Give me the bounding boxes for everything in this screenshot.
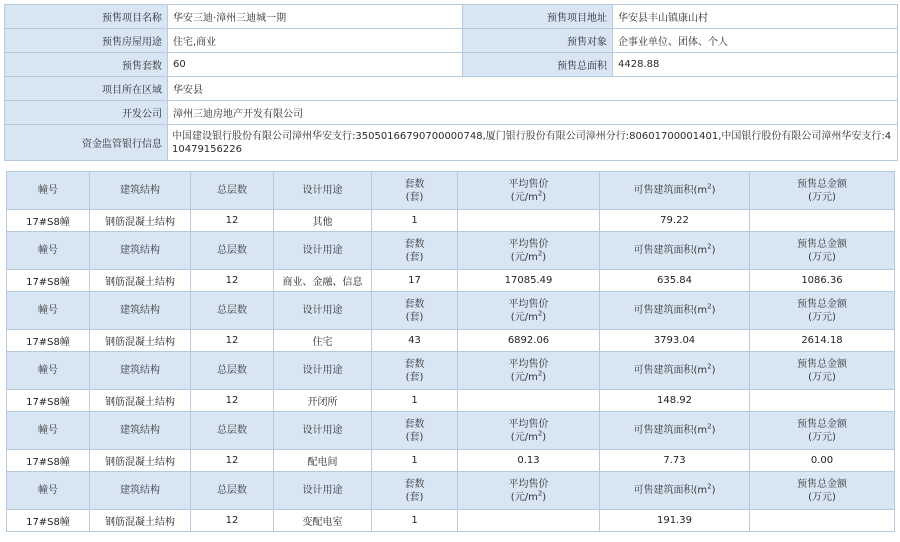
header-sets: [372, 352, 458, 390]
header-total-amount-text: 预售总金额: [797, 178, 847, 190]
header-floors: [191, 472, 274, 510]
header-avg-price: [458, 172, 600, 210]
building-table-row: [7, 330, 895, 352]
header-salable-area-text: 可售建筑面积(m: [633, 485, 708, 496]
header-avg-price-text: 2: [537, 189, 543, 198]
cell-floors: 12: [191, 270, 274, 292]
header-avg-price-text: ): [542, 251, 547, 263]
building-table-row: [7, 450, 895, 472]
header-use: [274, 232, 372, 270]
developer-label: 开发公司: [5, 101, 168, 125]
header-avg-price-text: (元/m: [510, 431, 538, 443]
cell-price: 17085.49: [458, 270, 600, 292]
header-building-text: 幢号: [38, 365, 58, 376]
header-sets-text: (套): [405, 311, 424, 323]
cell-sets: 1: [372, 390, 458, 412]
header-building: [7, 232, 90, 270]
cell-sets: 1: [372, 510, 458, 532]
cell-area: 635.84: [600, 270, 750, 292]
header-sets-text: (套): [405, 431, 424, 443]
header-total-amount-text: 预售总金额: [797, 358, 847, 370]
cell-total: 0.00: [750, 450, 895, 472]
header-total-amount-text: (万元): [808, 431, 836, 443]
header-salable-area-text: ): [711, 485, 716, 496]
header-structure: [90, 472, 191, 510]
cell-total: 2614.18: [750, 330, 895, 352]
header-avg-price-text: 平均售价: [508, 358, 549, 370]
project-address-value: 华安县丰山镇康山村: [613, 5, 898, 29]
header-total-amount-text: (万元): [808, 251, 836, 263]
header-building: [7, 412, 90, 450]
header-avg-price-text: 2: [537, 429, 543, 438]
cell-building: 17#S8幢: [7, 330, 90, 352]
info-row: [5, 101, 898, 125]
header-salable-area-text: ): [711, 245, 716, 256]
header-structure: [90, 172, 191, 210]
cell-price: 0.13: [458, 450, 600, 472]
cell-price: [458, 390, 600, 412]
header-salable-area-text: 可售建筑面积(m: [633, 185, 708, 196]
header-building-text: 幢号: [38, 485, 58, 496]
target-value: 企事业单位、团体、个人: [613, 29, 898, 53]
units-value: 60: [168, 53, 463, 77]
header-total-amount: [750, 172, 895, 210]
header-total-amount: [750, 472, 895, 510]
cell-area: 148.92: [600, 390, 750, 412]
building-table-header-row: [7, 232, 895, 270]
building-table-row: [7, 390, 895, 412]
building-table-header-row: [7, 292, 895, 330]
project-address-label: 预售项目地址: [463, 5, 613, 29]
cell-structure: 钢筋混凝土结构: [90, 330, 191, 352]
header-building: [7, 292, 90, 330]
header-salable-area-text: 2: [707, 242, 712, 251]
cell-building: 17#S8幢: [7, 510, 90, 532]
building-table-header-row: [7, 472, 895, 510]
header-avg-price-text: 2: [537, 369, 543, 378]
cell-building: 17#S8幢: [7, 210, 90, 232]
project-name-value: 华安三迪·漳州三迪城一期: [168, 5, 463, 29]
header-building-text: 幢号: [38, 305, 58, 316]
header-sets-text: 套数: [404, 178, 425, 190]
header-avg-price-text: 2: [537, 309, 543, 318]
cell-total: [750, 510, 895, 532]
cell-area: 79.22: [600, 210, 750, 232]
header-use-text: 设计用途: [302, 485, 343, 496]
header-avg-price-text: (元/m: [510, 491, 538, 503]
header-structure-text: 建筑结构: [120, 185, 160, 196]
header-avg-price-text: 平均售价: [508, 418, 549, 430]
cell-floors: 12: [191, 330, 274, 352]
header-floors: [191, 292, 274, 330]
cell-structure: 钢筋混凝土结构: [90, 450, 191, 472]
header-structure: [90, 352, 191, 390]
header-salable-area-text: 可售建筑面积(m: [633, 425, 708, 436]
header-sets: [372, 292, 458, 330]
header-total-amount-text: 预售总金额: [797, 298, 847, 310]
header-sets-text: (套): [405, 251, 424, 263]
header-building: [7, 352, 90, 390]
cell-sets: 43: [372, 330, 458, 352]
cell-total: [750, 390, 895, 412]
building-sales-table: [6, 171, 895, 532]
header-floors-text: 总层数: [217, 365, 247, 376]
header-salable-area-text: 可售建筑面积(m: [633, 245, 708, 256]
info-row: [5, 29, 898, 53]
header-floors: [191, 232, 274, 270]
header-total-amount: [750, 232, 895, 270]
cell-sets: 17: [372, 270, 458, 292]
header-structure: [90, 292, 191, 330]
header-sets-text: 套数: [404, 358, 425, 370]
cell-floors: 12: [191, 450, 274, 472]
header-avg-price: [458, 412, 600, 450]
header-avg-price: [458, 232, 600, 270]
building-table-header-row: [7, 172, 895, 210]
header-total-amount-text: (万元): [808, 371, 836, 383]
header-avg-price: [458, 352, 600, 390]
header-sets: [372, 232, 458, 270]
cell-use: 配电间: [274, 450, 372, 472]
header-use-text: 设计用途: [302, 425, 343, 436]
cell-use: 变配电室: [274, 510, 372, 532]
cell-price: [458, 510, 600, 532]
header-floors-text: 总层数: [217, 425, 247, 436]
header-avg-price-text: 平均售价: [508, 478, 549, 490]
header-total-amount-text: 预售总金额: [797, 478, 847, 490]
header-avg-price: [458, 292, 600, 330]
info-row: [5, 53, 898, 77]
header-avg-price-text: (元/m: [510, 311, 538, 323]
region-label: 项目所在区域: [5, 77, 168, 101]
header-salable-area-text: 2: [707, 422, 712, 431]
header-salable-area: [600, 292, 750, 330]
header-use-text: 设计用途: [302, 365, 343, 376]
header-avg-price-text: ): [542, 311, 547, 323]
header-salable-area-text: ): [711, 365, 716, 376]
header-structure-text: 建筑结构: [120, 485, 160, 496]
header-floors: [191, 412, 274, 450]
header-building-text: 幢号: [38, 425, 58, 436]
header-floors: [191, 172, 274, 210]
header-use: [274, 292, 372, 330]
header-avg-price-text: (元/m: [510, 191, 538, 203]
cell-price: [458, 210, 600, 232]
cell-area: 7.73: [600, 450, 750, 472]
header-building: [7, 172, 90, 210]
header-sets-text: 套数: [404, 478, 425, 490]
header-avg-price: [458, 472, 600, 510]
cell-use: 商业、金融、信息: [274, 270, 372, 292]
cell-sets: 1: [372, 450, 458, 472]
cell-floors: 12: [191, 210, 274, 232]
cell-total: 1086.36: [750, 270, 895, 292]
header-salable-area-text: 2: [707, 302, 712, 311]
header-total-amount-text: (万元): [808, 191, 836, 203]
header-salable-area: [600, 352, 750, 390]
cell-use: 住宅: [274, 330, 372, 352]
header-sets-text: 套数: [404, 238, 425, 250]
usage-label: 预售房屋用途: [5, 29, 168, 53]
cell-use: 其他: [274, 210, 372, 232]
header-floors-text: 总层数: [217, 305, 247, 316]
cell-use: 开闭所: [274, 390, 372, 412]
header-structure-text: 建筑结构: [120, 245, 160, 256]
header-salable-area-text: 2: [707, 482, 712, 491]
header-avg-price-text: 2: [537, 489, 543, 498]
header-building-text: 幢号: [38, 185, 58, 196]
cell-structure: 钢筋混凝土结构: [90, 510, 191, 532]
header-avg-price-text: ): [542, 371, 547, 383]
header-avg-price-text: 平均售价: [508, 238, 549, 250]
header-use-text: 设计用途: [302, 245, 343, 256]
header-salable-area: [600, 412, 750, 450]
header-use: [274, 472, 372, 510]
header-salable-area: [600, 232, 750, 270]
header-salable-area-text: 可售建筑面积(m: [633, 305, 708, 316]
cell-structure: 钢筋混凝土结构: [90, 390, 191, 412]
header-floors-text: 总层数: [217, 185, 247, 196]
header-sets-text: (套): [405, 191, 424, 203]
cell-area: 191.39: [600, 510, 750, 532]
header-sets-text: (套): [405, 371, 424, 383]
bank-label: 资金监管银行信息: [5, 125, 168, 161]
usage-value: 住宅,商业: [168, 29, 463, 53]
header-floors-text: 总层数: [217, 485, 247, 496]
units-label: 预售套数: [5, 53, 168, 77]
header-structure-text: 建筑结构: [120, 305, 160, 316]
header-sets-text: 套数: [404, 298, 425, 310]
building-table-header-row: [7, 352, 895, 390]
header-use: [274, 412, 372, 450]
header-avg-price-text: 平均售价: [508, 298, 549, 310]
total-area-label: 预售总面积: [463, 53, 613, 77]
cell-floors: 12: [191, 390, 274, 412]
header-total-amount: [750, 412, 895, 450]
header-sets-text: 套数: [404, 418, 425, 430]
info-row: [5, 5, 898, 29]
header-sets: [372, 172, 458, 210]
header-structure: [90, 412, 191, 450]
project-name-label: 预售项目名称: [5, 5, 168, 29]
header-total-amount: [750, 292, 895, 330]
building-table-row: [7, 270, 895, 292]
cell-structure: 钢筋混凝土结构: [90, 210, 191, 232]
header-total-amount-text: (万元): [808, 311, 836, 323]
header-salable-area-text: ): [711, 425, 716, 436]
header-structure-text: 建筑结构: [120, 365, 160, 376]
header-salable-area: [600, 472, 750, 510]
project-info-table: [4, 4, 898, 161]
header-salable-area: [600, 172, 750, 210]
building-table-header-row: [7, 412, 895, 450]
target-label: 预售对象: [463, 29, 613, 53]
total-area-value: 4428.88: [613, 53, 898, 77]
header-salable-area-text: 2: [707, 362, 712, 371]
header-salable-area-text: 2: [707, 182, 712, 191]
header-avg-price-text: 2: [537, 249, 543, 258]
header-avg-price-text: ): [542, 431, 547, 443]
bank-value: 中国建设银行股份有限公司漳州华安支行:35050166790700000748,厦门银行股份有限公司漳州分行:80601700001401,中国银行股份有限公司漳州华安支行:410479156226: [168, 125, 898, 161]
header-building: [7, 472, 90, 510]
header-floors-text: 总层数: [217, 245, 247, 256]
cell-price: 6892.06: [458, 330, 600, 352]
cell-sets: 1: [372, 210, 458, 232]
header-use: [274, 352, 372, 390]
building-table-row: [7, 510, 895, 532]
header-sets-text: (套): [405, 491, 424, 503]
header-structure: [90, 232, 191, 270]
header-use-text: 设计用途: [302, 305, 343, 316]
header-avg-price-text: (元/m: [510, 371, 538, 383]
cell-building: 17#S8幢: [7, 390, 90, 412]
header-building-text: 幢号: [38, 245, 58, 256]
header-salable-area-text: ): [711, 305, 716, 316]
building-table-row: [7, 210, 895, 232]
header-total-amount-text: (万元): [808, 491, 836, 503]
region-value: 华安县: [168, 77, 898, 101]
header-avg-price-text: ): [542, 491, 547, 503]
header-avg-price-text: 平均售价: [508, 178, 549, 190]
header-use-text: 设计用途: [302, 185, 343, 196]
cell-building: 17#S8幢: [7, 450, 90, 472]
cell-area: 3793.04: [600, 330, 750, 352]
header-sets: [372, 412, 458, 450]
header-sets: [372, 472, 458, 510]
header-use: [274, 172, 372, 210]
header-total-amount: [750, 352, 895, 390]
header-floors: [191, 352, 274, 390]
header-total-amount-text: 预售总金额: [797, 238, 847, 250]
cell-total: [750, 210, 895, 232]
header-salable-area-text: ): [711, 185, 716, 196]
header-structure-text: 建筑结构: [120, 425, 160, 436]
info-row: [5, 77, 898, 101]
header-avg-price-text: ): [542, 191, 547, 203]
developer-value: 漳州三迪房地产开发有限公司: [168, 101, 898, 125]
cell-building: 17#S8幢: [7, 270, 90, 292]
cell-structure: 钢筋混凝土结构: [90, 270, 191, 292]
header-salable-area-text: 可售建筑面积(m: [633, 365, 708, 376]
cell-floors: 12: [191, 510, 274, 532]
header-total-amount-text: 预售总金额: [797, 418, 847, 430]
info-row: [5, 125, 898, 161]
header-avg-price-text: (元/m: [510, 251, 538, 263]
